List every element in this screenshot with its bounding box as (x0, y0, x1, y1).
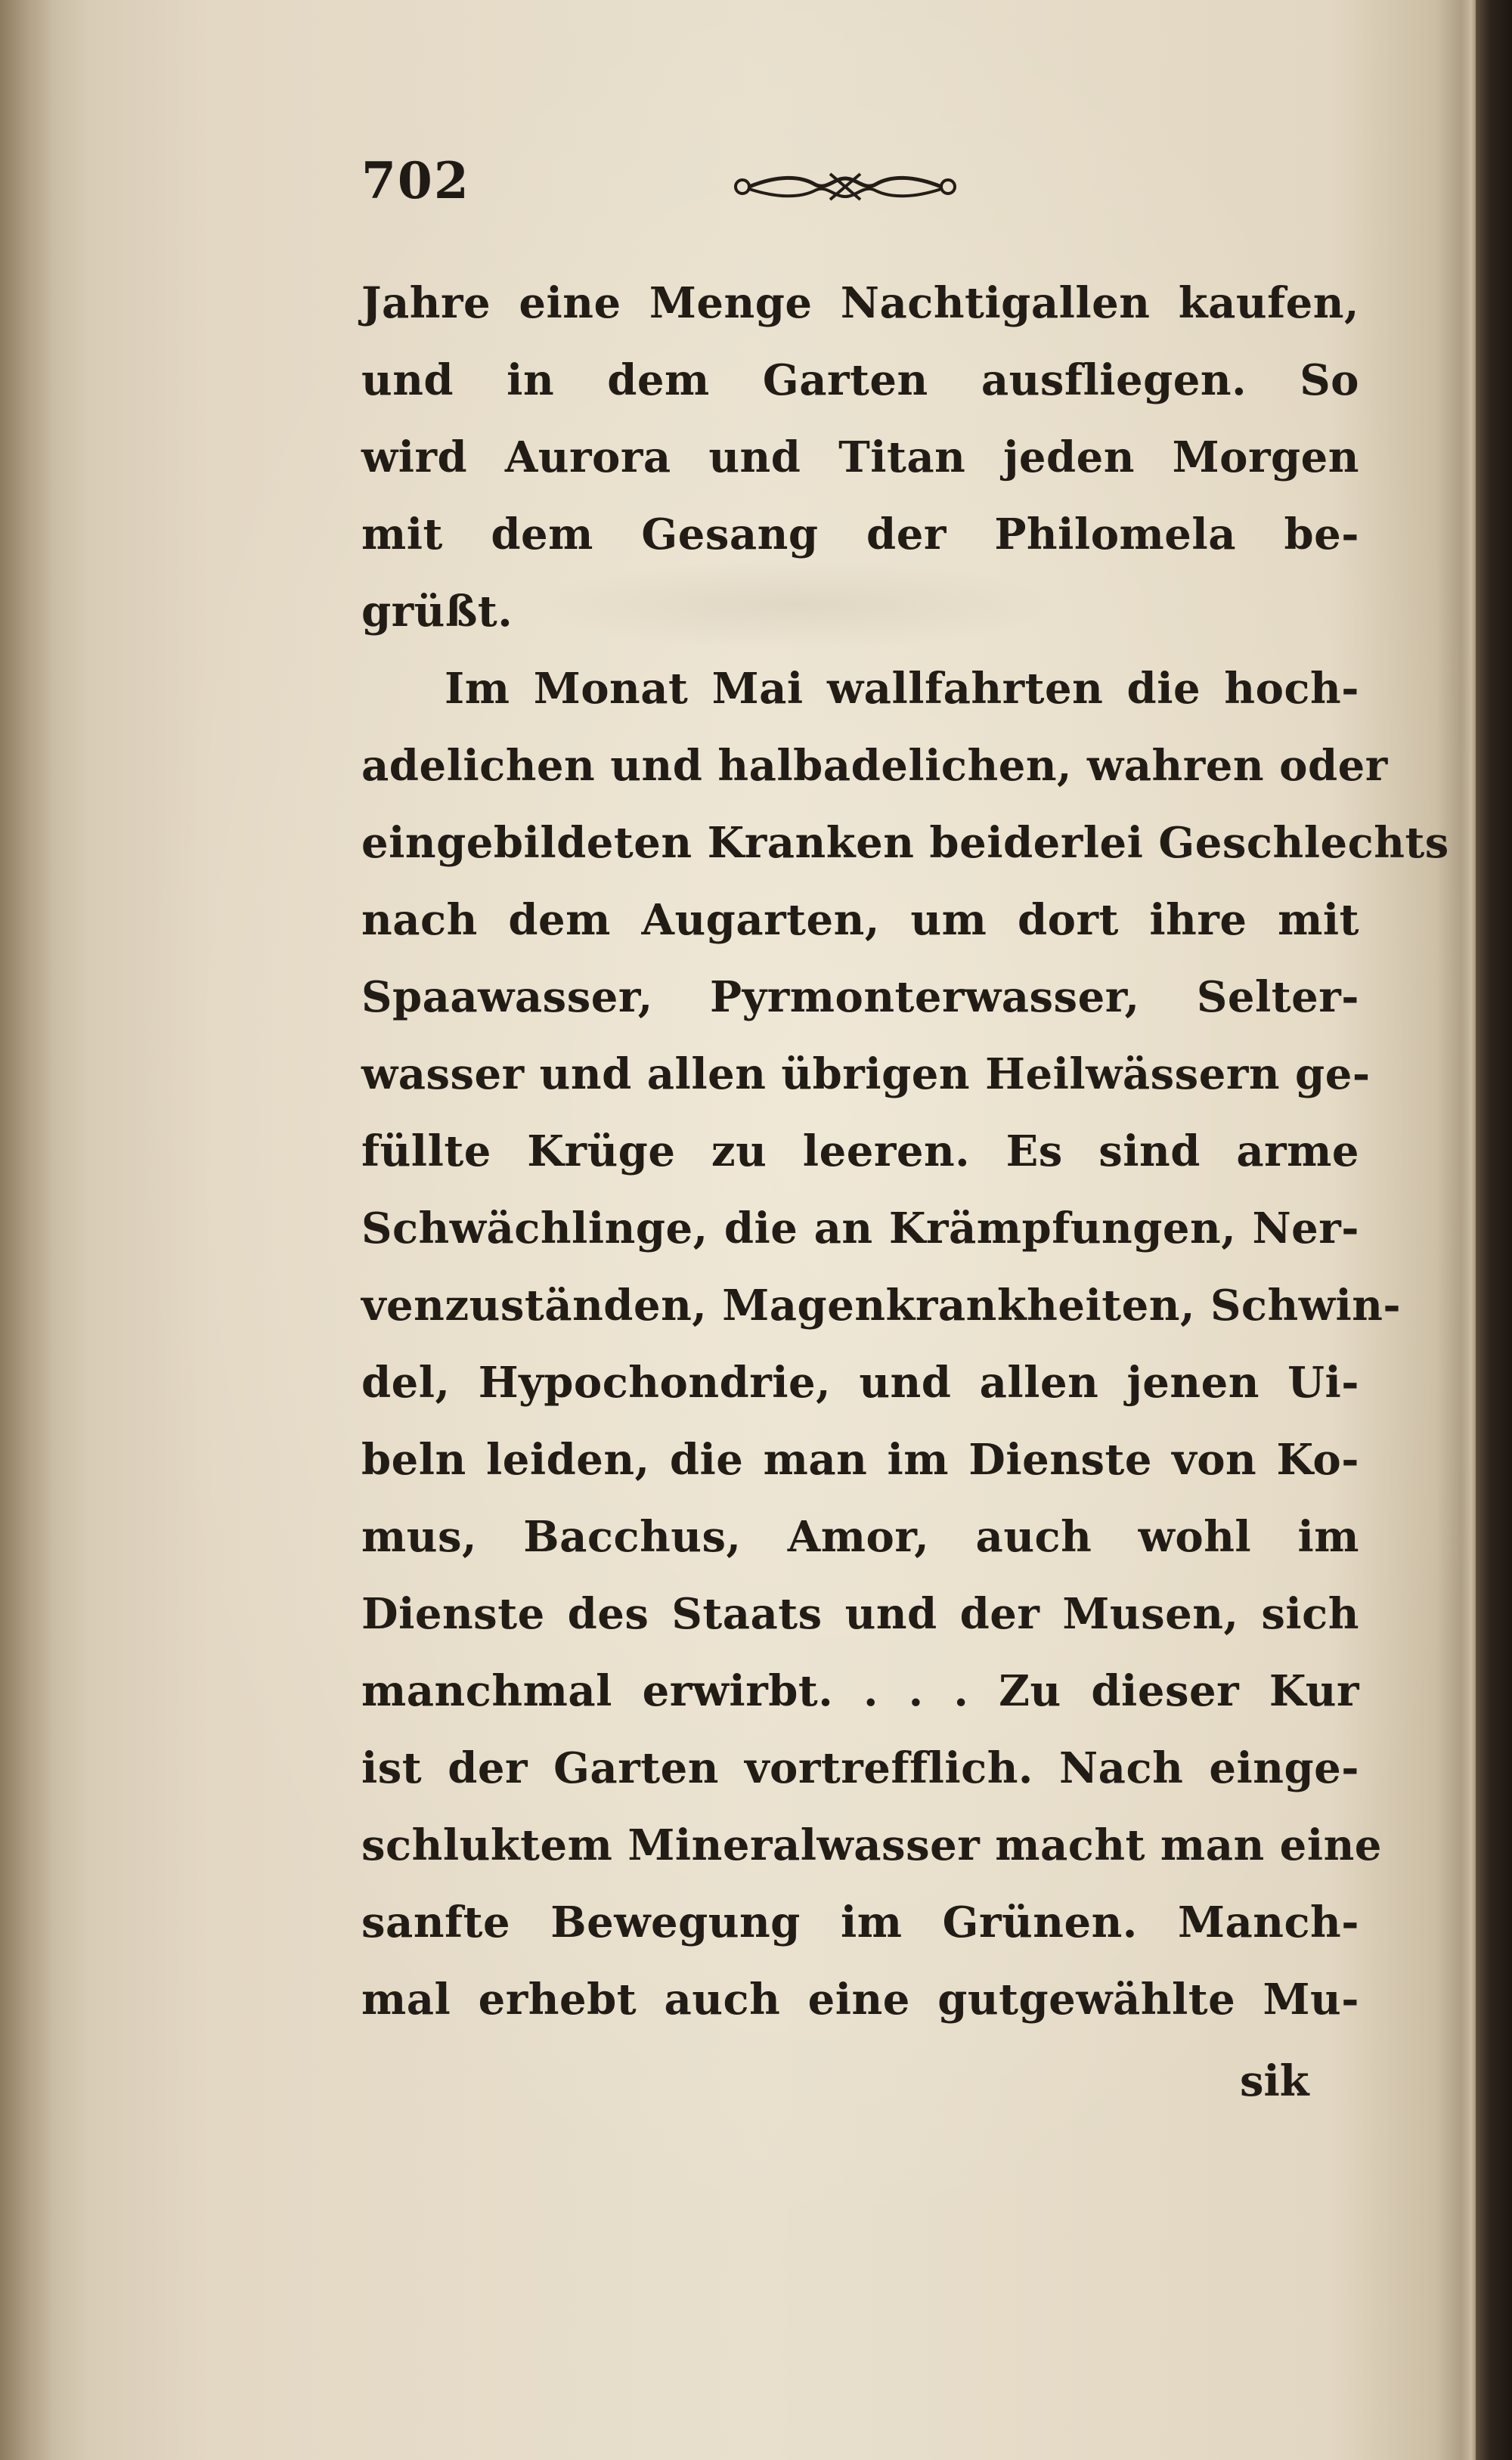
body-text (361, 265, 1449, 2038)
text-line: manchmal erwirbt. . . . Zu dieser Kur (361, 1666, 1359, 1716)
ornament-rule-icon (732, 168, 959, 206)
text-line: eingebildeten Kranken beiderlei Geschlechts (361, 818, 1449, 868)
text-line: Jahre eine Menge Nachtigallen kaufen, (361, 278, 1359, 328)
text-line: ist der Garten vortrefflich. Nach einge- (361, 1743, 1359, 1793)
page-number: 702 (361, 151, 470, 210)
text-line: Im Monat Mai wallfahrten die hoch- (445, 664, 1359, 714)
text-line: wird Aurora und Titan jeden Morgen (361, 432, 1359, 482)
text-line: Schwächlinge, die an Krämpfungen, Ner- (361, 1204, 1359, 1253)
text-line: del, Hypochondrie, und allen jenen Ui- (361, 1358, 1359, 1408)
page-header (361, 151, 1359, 219)
binding-shadow (0, 0, 53, 2460)
text-line: nach dem Augarten, um dort ihre mit (361, 895, 1359, 945)
text-line: füllte Krüge zu leeren. Es sind arme (361, 1126, 1359, 1176)
text-line: wasser und allen übrigen Heilwässern ge- (361, 1049, 1371, 1099)
text-line: sanfte Bewegung im Grünen. Manch- (361, 1898, 1359, 1947)
text-line: schluktem Mineralwasser macht man eine (361, 1820, 1382, 1870)
text-line: und in dem Garten ausfliegen. So (361, 355, 1359, 405)
text-line: mal erhebt auch eine gutgewählte Mu- (361, 1975, 1359, 2025)
text-line: adelichen und halbadelichen, wahren oder (361, 741, 1388, 791)
text-line: grüßt. (361, 587, 513, 637)
catchword: sik (1240, 2056, 1309, 2106)
text-line: mit dem Gesang der Philomela be- (361, 510, 1359, 559)
text-line: Dienste des Staats und der Musen, sich (361, 1589, 1359, 1639)
book-edge (1476, 0, 1512, 2460)
text-line: venzuständen, Magenkrankheiten, Schwin- (361, 1281, 1402, 1331)
text-line: Spaawasser, Pyrmonterwasser, Selter- (361, 972, 1359, 1022)
text-line: mus, Bacchus, Amor, auch wohl im (361, 1512, 1359, 1562)
page-edge-highlight (1461, 0, 1476, 2460)
text-line: beln leiden, die man im Dienste von Ko- (361, 1435, 1359, 1485)
